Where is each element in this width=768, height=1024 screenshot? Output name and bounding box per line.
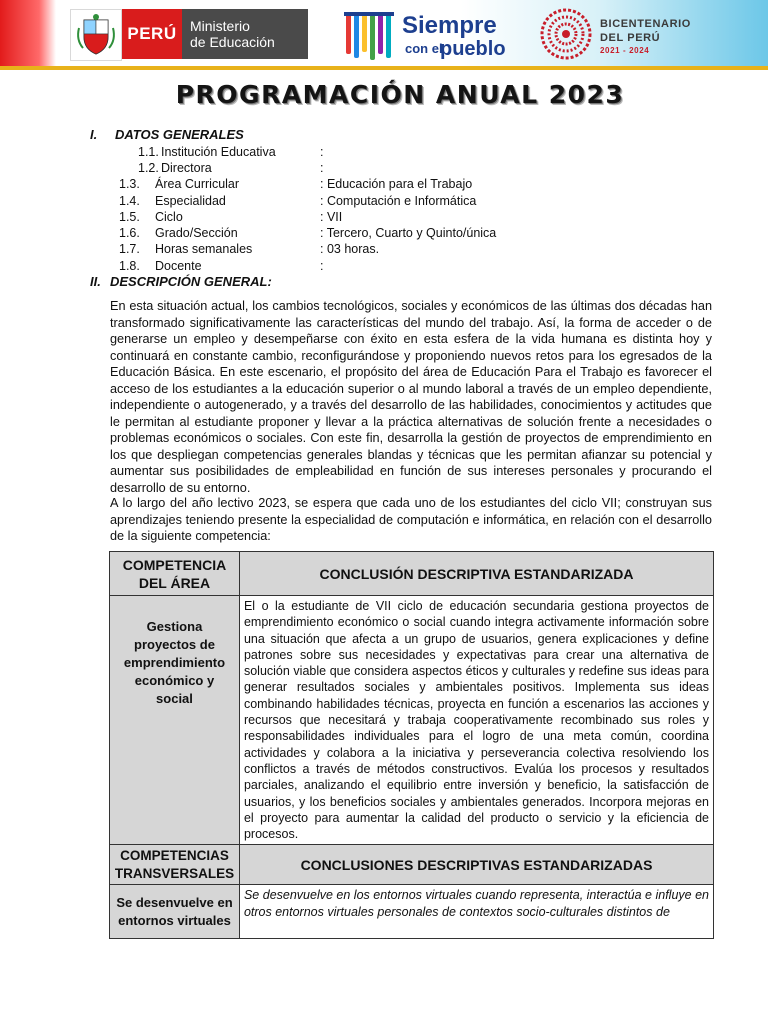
datos-row-value: : Educación para el Trabajo xyxy=(320,177,473,191)
datos-row-label: Grado/Sección xyxy=(155,226,238,240)
header-banner xyxy=(0,0,768,70)
header-competencia-area: COMPETENCIA DEL ÁREA xyxy=(110,552,240,596)
datos-row-label: Docente xyxy=(155,259,202,273)
datos-row-value: : Computación e Informática xyxy=(320,194,477,208)
datos-row-number: 1.7. xyxy=(119,242,140,256)
competencia-area-name: Gestiona proyectos de emprendimiento económico y social xyxy=(110,596,240,845)
competencia-transversal-name: Se desenvuelve en entornos virtuales xyxy=(110,885,240,939)
datos-row-number: 1.6. xyxy=(119,226,140,240)
slogan-sub-1: con el xyxy=(405,41,443,56)
bicentenario-line-2: DEL PERÚ xyxy=(600,32,661,44)
header-conclusion-area: CONCLUSIÓN DESCRIPTIVA ESTANDARIZADA xyxy=(239,552,713,596)
banner-gold-line xyxy=(0,66,768,70)
datos-row-number: 1.1. xyxy=(138,145,159,159)
competencia-transversal-conclusion: Se desenvuelve en los entornos virtuales cuando representa, interactúa e influye en otros entornos virtuales personales de contextos socio-culturales distintos de xyxy=(239,885,713,939)
datos-row-number: 1.2. xyxy=(138,161,159,175)
competencies-table xyxy=(109,551,714,939)
banner-red-accent xyxy=(0,0,56,66)
datos-row-label: Ciclo xyxy=(155,210,183,224)
table-row-transversal xyxy=(110,885,714,939)
datos-row-label: Especialidad xyxy=(155,194,226,208)
datos-row-label: Institución Educativa xyxy=(161,145,276,159)
table-row-area xyxy=(110,596,714,845)
section-1-heading: DATOS GENERALES xyxy=(115,127,244,142)
coat-of-arms-icon xyxy=(70,9,122,61)
section-1-number: I. xyxy=(90,127,98,142)
datos-row-label: Horas semanales xyxy=(155,242,253,256)
slogan-sub-2: pueblo xyxy=(440,38,506,60)
ministry-name xyxy=(182,9,308,59)
datos-row-number: 1.8. xyxy=(119,259,140,273)
section-2-heading: DESCRIPCIÓN GENERAL: xyxy=(110,274,272,289)
ministry-line-2: de Educación xyxy=(190,34,275,50)
bicentenario-line-1: BICENTENARIO xyxy=(600,18,691,30)
datos-row-value: : VII xyxy=(320,210,343,224)
datos-row-number: 1.3. xyxy=(119,177,140,191)
table-header-row-area xyxy=(110,552,714,596)
section-2-number: II. xyxy=(90,274,101,289)
ministry-line-1: Ministerio xyxy=(190,18,250,34)
datos-row-value: : 03 horas. xyxy=(320,242,380,256)
slogan-title: Siempre xyxy=(402,12,497,39)
datos-row-value: : xyxy=(320,145,324,159)
datos-row-value: : xyxy=(320,259,324,273)
competencia-area-conclusion: El o la estudiante de VII ciclo de educación secundaria gestiona proyectos de emprendimiento económico o social cuando integra activamente información sobre una situación que afecta a un grupo de usuarios, genera explicaciones y define patrones sobre sus necesidades y expectativas para crear una alternativa de solución viable que considera aspectos éticos y culturales y redefine sus ideas para generar resultados sociales y ambientales positivos. Implementa sus ideas combinando habilidades técnicas, proyecta en función a escenarios las acciones y recursos que necesitará y trabaja cooperativamente recombinado sus roles y responsabilidades individuales para el logro de una meta común, coordina actividades y colabora a la iniciativa y perseverancia colectiva resolviendo los conflictos a través de métodos constructivos. Evalúa los procesos y resultados parciales, analizando el equilibrio entre inversión y beneficio, la satisfacción de usuarios, y los beneficios sociales y ambientales generados. Incorpora mejoras en el proyecto para aumentar la calidad del producto o servicio y la eficiencia de procesos. xyxy=(239,596,713,845)
bicentenario-years: 2021 - 2024 xyxy=(600,46,650,55)
datos-row-value: : Tercero, Cuarto y Quinto/única xyxy=(320,226,497,240)
ministry-logo xyxy=(70,9,308,59)
description-paragraph-1: En esta situación actual, los cambios tecnológicos, sociales y económicos de las últimas dos décadas han transformado significativamente las características del mundo del trabajo. Así, la forma de acceder o de generarse un empleo y desempeñarse con éxito en esta esfera de la vida humana es distinta hoy y continuará en constante cambio, reconfigurándose y proponiendo nuevos retos para los egresados de la Educación Básica. En este escenario, el propósito del área de Educación Para el Trabajo es favorecer el acceso de los estudiantes a la educación superior o al mundo laboral a través de un empleo dependiente, independiente o autogenerado, y a través del desarrollo de las habilidades, conocimientos y actitudes que le permitan al estudiante proponer y llevar a la práctica alternativas de solución frente a necesidades o problemas económicos o sociales. Con este fin, desarrolla la gestión de proyectos de emprendimiento en los que despliegan competencias generales blandas y técnicas que les permitan afianzar su potencial y aumentar sus posibilidades de empleabilidad en función de sus intereses personales y procurando el desarrollo de su entorno. xyxy=(110,299,712,495)
peru-label: PERÚ xyxy=(122,9,182,59)
bicentenario-seal-icon xyxy=(540,8,592,60)
datos-row-number: 1.4. xyxy=(119,194,140,208)
datos-row-number: 1.5. xyxy=(119,210,140,224)
header-competencias-transversales: COMPETENCIAS TRANSVERSALES xyxy=(110,845,240,885)
colored-bars-icon xyxy=(344,10,400,60)
datos-row-label: Área Curricular xyxy=(155,177,240,191)
slogan-logo xyxy=(344,8,514,62)
table-header-row-transversal xyxy=(110,845,714,885)
datos-row-value: : xyxy=(320,161,324,175)
datos-row-label: Directora xyxy=(161,161,212,175)
bicentenario-logo xyxy=(540,8,690,60)
header-conclusiones-transversales: CONCLUSIONES DESCRIPTIVAS ESTANDARIZADAS xyxy=(239,845,713,885)
description-paragraph-2: A lo largo del año lectivo 2023, se espera que cada uno de los estudiantes del ciclo VII; construyan sus aprendizajes teniendo presente la especialidad de computación e informática, en relación con el desarrollo de la siguiente competencia: xyxy=(110,496,712,543)
document-title: PROGRAMACIÓN ANUAL 2023 xyxy=(175,80,625,109)
